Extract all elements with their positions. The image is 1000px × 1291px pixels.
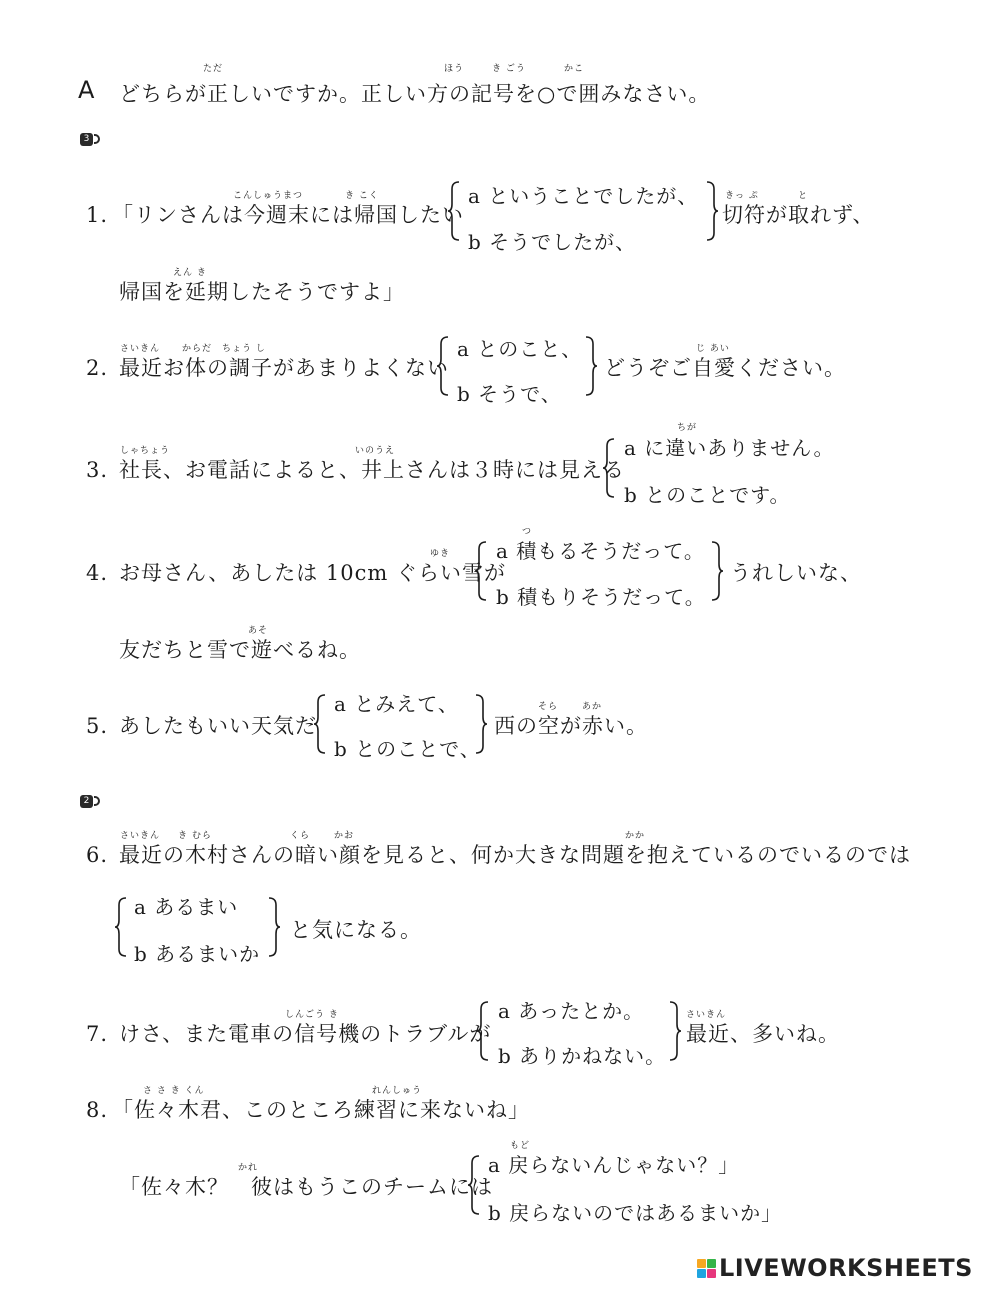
left-brace	[602, 437, 616, 499]
question-text-after: と気になる。	[290, 918, 422, 942]
furigana: き むら	[178, 831, 212, 841]
left-brace	[447, 180, 461, 242]
question-number: 1.	[86, 203, 109, 227]
brand-logo-text: LIVEWORKSHEETS	[719, 1254, 973, 1282]
furigana: ゆき	[430, 549, 451, 559]
furigana: ちょう し	[222, 344, 266, 354]
option-b[interactable]: b そうでしたが、	[468, 230, 637, 254]
furigana: いのうえ	[355, 446, 396, 456]
question-text-after: 切符が取れず、	[722, 203, 875, 227]
question-number: 5.	[86, 714, 109, 738]
furigana: かれ	[238, 1163, 259, 1173]
furigana: じ あい	[696, 344, 730, 354]
furigana: えん き	[173, 268, 207, 278]
right-brace	[710, 540, 724, 602]
furigana: ただ	[203, 64, 224, 74]
option-a[interactable]: a ということでしたが、	[468, 184, 699, 208]
furigana: き ごう	[492, 64, 526, 74]
question-number: 8.	[86, 1098, 109, 1122]
left-brace	[114, 896, 128, 958]
furigana: さいきん	[686, 1010, 727, 1020]
furigana: あか	[582, 702, 603, 712]
furigana: さ さ き くん	[143, 1086, 205, 1096]
logo-square	[707, 1269, 716, 1278]
question-continuation: 友だちと雪で遊べるね。	[119, 638, 361, 662]
furigana: ほう	[444, 64, 465, 74]
right-brace	[668, 1000, 682, 1062]
question-text-after: 最近、多いね。	[686, 1022, 840, 1046]
right-brace	[267, 896, 281, 958]
furigana: くら	[290, 831, 311, 841]
question-text-after: どうぞご自愛ください。	[604, 356, 846, 380]
furigana: かか	[625, 831, 646, 841]
option-a[interactable]: a とみえて、	[334, 692, 459, 716]
furigana: かこ	[564, 64, 585, 74]
option-b[interactable]: b 積もりそうだって。	[496, 585, 706, 609]
left-brace	[313, 693, 327, 755]
question-continuation: 帰国を延期したそうですよ」	[119, 280, 405, 304]
left-brace	[467, 1154, 481, 1216]
option-a[interactable]: a 積もるそうだって。	[496, 539, 705, 563]
instructions: どちらが正しいですか。正しい方の記号を○で囲みなさい。	[119, 82, 711, 106]
question-number: 6.	[86, 843, 109, 867]
furigana: き こく	[345, 191, 379, 201]
furigana: きっ ぷ	[725, 191, 759, 201]
question-text-after: 西の空が赤い。	[494, 714, 648, 738]
furigana: かお	[334, 831, 355, 841]
left-brace	[476, 1000, 490, 1062]
furigana: もど	[510, 1141, 531, 1151]
option-b[interactable]: b 戻らないのではあるまいか」	[488, 1201, 783, 1225]
question-text: 最近お体の調子があまりよくない	[119, 356, 449, 380]
furigana: しんごう き	[285, 1010, 339, 1020]
furigana: ちが	[677, 423, 698, 433]
furigana: さいきん	[120, 831, 161, 841]
option-b[interactable]: b そうで、	[457, 382, 562, 406]
question-text: 最近の木村さんの暗い顔を見ると、何か大きな問題を抱えているのでいるのでは	[119, 843, 911, 867]
option-a[interactable]: a とのこと、	[457, 337, 583, 361]
audio-track-badge: 2	[80, 795, 93, 808]
right-brace	[584, 335, 598, 397]
option-a[interactable]: a に違いありません。	[624, 436, 835, 460]
furigana: さいきん	[120, 344, 161, 354]
question-number: 3.	[86, 458, 109, 482]
furigana: からだ	[182, 344, 213, 354]
option-a[interactable]: a 戻らないんじゃない？」	[488, 1153, 740, 1177]
option-b[interactable]: b あるまいか	[134, 942, 261, 966]
furigana: と	[798, 191, 809, 201]
question-text: 社長、お電話によると、井上さんは３時には見える	[119, 458, 625, 482]
option-a[interactable]: a あるまい	[134, 895, 239, 919]
furigana: そら	[538, 702, 559, 712]
question-number: 7.	[86, 1022, 109, 1046]
furigana: あそ	[248, 626, 269, 636]
question-text-after: うれしいな、	[730, 561, 862, 585]
option-b[interactable]: b ありかねない。	[498, 1044, 667, 1068]
furigana: しゃちょう	[120, 446, 171, 456]
logo-square	[697, 1269, 706, 1278]
furigana: つ	[522, 527, 533, 537]
logo-square	[697, 1259, 706, 1268]
option-b[interactable]: b とのことで、	[334, 737, 481, 761]
question-text: あしたもいい天気だ	[119, 714, 317, 738]
question-text: 「リンさんは今週末には帰国したい	[112, 203, 464, 227]
question-number: 4.	[86, 561, 109, 585]
question-text: 「佐々木君、このところ練習に来ないね」	[112, 1098, 530, 1122]
brand-logo	[697, 1254, 973, 1282]
question-dialogue: 「佐々木？ 彼はもうこのチームには	[119, 1175, 493, 1199]
left-brace	[436, 335, 450, 397]
question-number: 2.	[86, 356, 109, 380]
question-text: けさ、また電車の信号機のトラブルが	[119, 1022, 492, 1046]
right-brace	[474, 693, 488, 755]
option-b[interactable]: b とのことです。	[624, 483, 791, 507]
audio-track-badge: 3	[80, 133, 93, 146]
logo-square	[707, 1259, 716, 1268]
left-brace	[474, 540, 488, 602]
liveworksheets-logo-icon	[697, 1259, 716, 1278]
option-a[interactable]: a あったとか。	[498, 999, 645, 1023]
furigana: こんしゅうまつ	[233, 191, 304, 201]
right-brace	[705, 180, 719, 242]
section-letter: A	[78, 76, 95, 104]
question-text: お母さん、あしたは 10cm ぐらい雪が	[119, 561, 507, 585]
furigana: れんしゅう	[372, 1086, 423, 1096]
